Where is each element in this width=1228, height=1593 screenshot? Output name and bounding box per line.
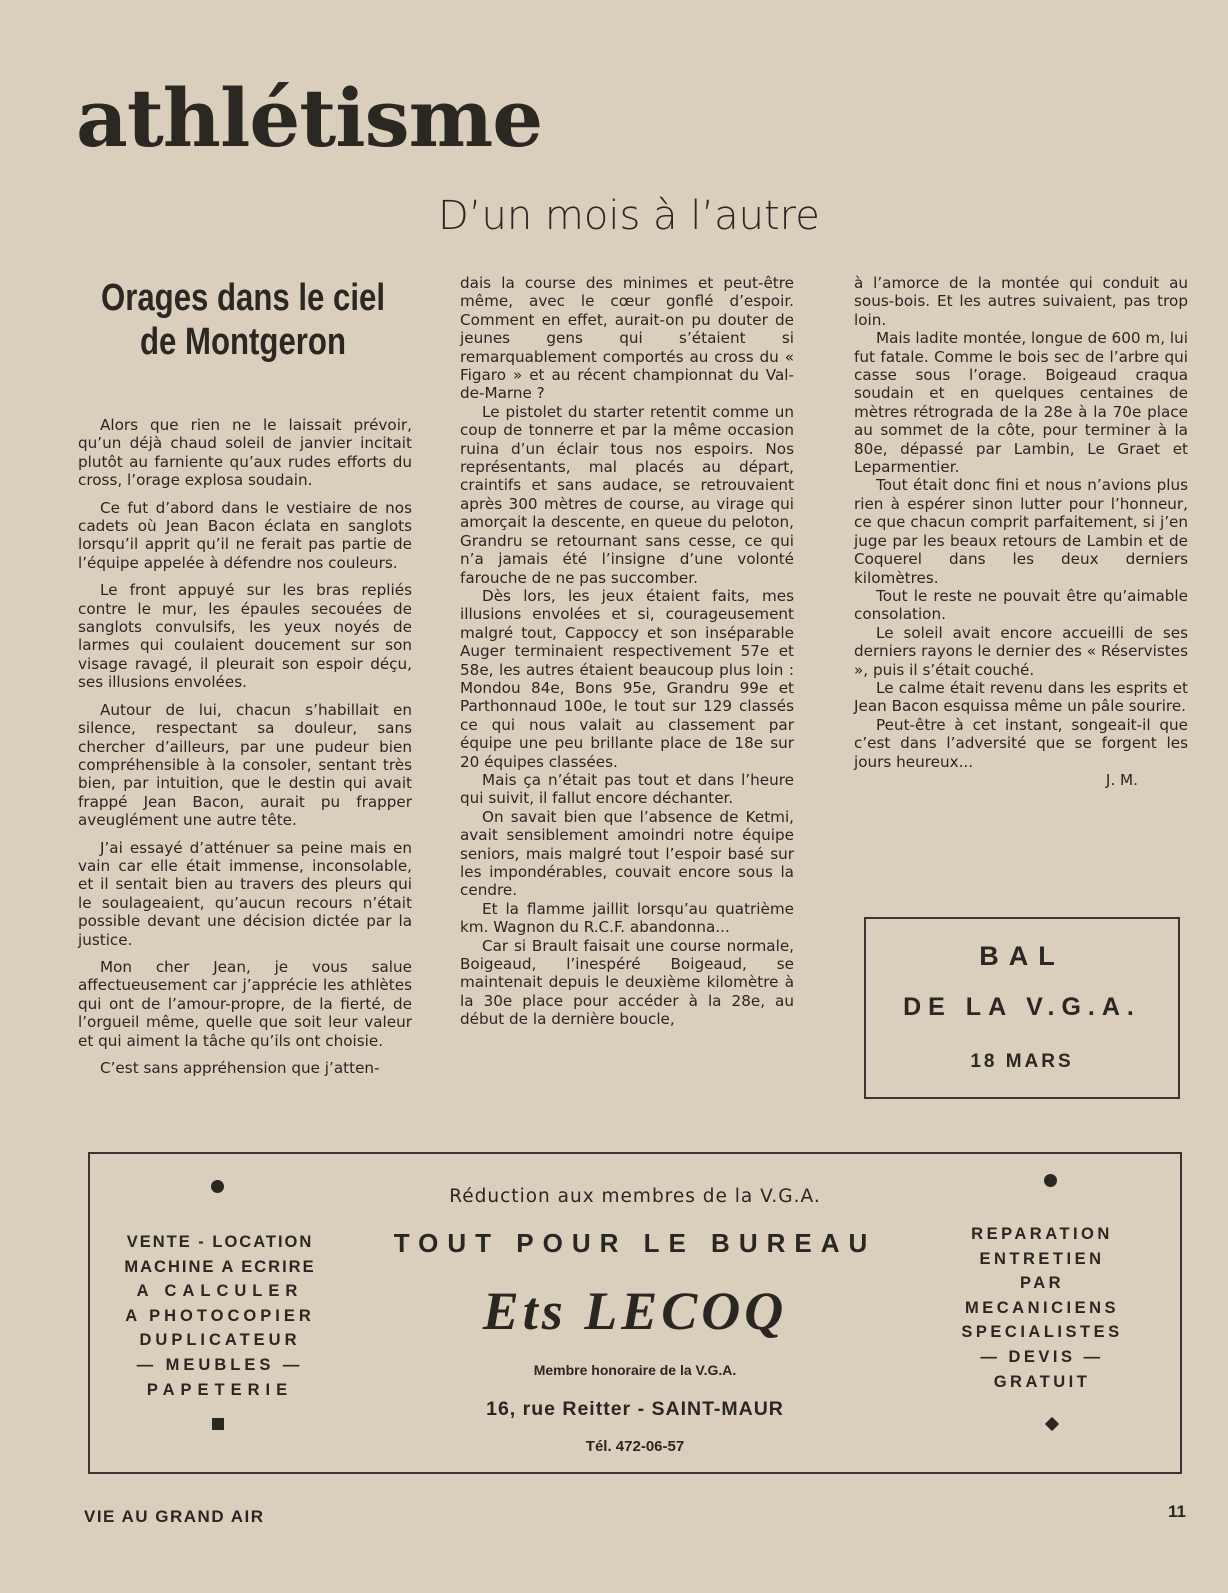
ad-left-line: MACHINE A ECRIRE [124, 1257, 316, 1276]
paragraph: Autour de lui, chacun s’habillait en silence, respectant sa douleur, sans chercher d’ailleurs, par une pudeur bien compréhensible à la consoler, sentant très bien, par intuition, que le destin qui avait frappé Jean Bacon, aurait pu frapper aveuglément une autre tête. [78, 700, 412, 830]
ad-right-line: REPARATION [971, 1225, 1113, 1243]
ad-left-services [100, 1230, 340, 1402]
paragraph: On savait bien que l’absence de Ketmi, avait sensiblement amoindri notre équipe seniors, mais malgré tout l’espoir basé sur les impondérables, couvait encore sous la cendre. [460, 807, 794, 900]
ad-right-line: MECANICIENS [964, 1298, 1119, 1317]
article-headline [100, 276, 387, 364]
article-column-1 [78, 416, 412, 1086]
paragraph: Le soleil avait encore accueilli de ses derniers rayons le dernier des « Réservistes », puis il s’était couché. [854, 623, 1188, 679]
ad-right-line: ENTRETIEN [979, 1249, 1105, 1268]
ad-left-line: A PHOTOCOPIER [125, 1306, 315, 1325]
paragraph: J’ai essayé d’atténuer sa peine mais en vain car elle était immense, inconsolable, et il sentait bien au travers des pleurs qui le soulageaient, qu’aucun recours n’était possible devant une décision dictée par la justice. [78, 838, 412, 949]
paragraph: Mon cher Jean, je vous salue affectueusement car j’apprécie les athlètes qui ont de l’amour-propre, de la fierté, de l’orgueil même, quelle que soit leur valeur et qui aiment la tâche qu’ils ont choisie. [78, 957, 412, 1050]
magazine-name: VIE AU GRAND AIR [84, 1507, 265, 1526]
bal-title: BAL [979, 941, 1065, 971]
advertisement-box [88, 1152, 1182, 1474]
ad-brand: Ets LECOQ [482, 1281, 788, 1341]
ad-left-line: PAPETERIE [146, 1380, 294, 1399]
paragraph: Et la flamme jaillit lorsqu’au quatrième km. Wagnon du R.C.F. abandonna... [460, 899, 794, 937]
ad-headline: TOUT POUR LE BUREAU [393, 1228, 877, 1258]
article-subtitle: D’un mois à l’autre [438, 193, 820, 239]
paragraph: Tout le reste ne pouvait être qu’aimable consolation. [854, 586, 1188, 624]
paragraph: Tout était donc fini et nous n’avions plus rien à espérer sinon lutter pour l’honneur, ce que chacun comprit parfaitement, si j’en juge par les beaux retours de Lambin et de Coquerel dans les deux derniers kilomètres. [854, 476, 1188, 587]
headline-line-2: de Montgeron [140, 321, 346, 363]
bal-date: 18 MARS [970, 1051, 1074, 1072]
article-column-2 [460, 274, 794, 1029]
paragraph: Le front appuyé sur les bras repliés contre le mur, les épaules secouées de sanglots convulsifs, les yeux noyés de larmes qui coulaient doucement sur son visage ravagé, il pleurait son espoir déçu, ses illusions envolées. [78, 581, 412, 692]
ad-left-line: A CALCULER [136, 1282, 304, 1301]
bullet-circle-icon [1044, 1174, 1057, 1187]
ad-member: Membre honoraire de la V.G.A. [533, 1362, 737, 1378]
paragraph: Le pistolet du starter retentit comme un coup de tonnerre et par la même occasion ruina d’un éclair tous nos espoirs. Nos représentants, mal placés au départ, craintifs et sans audace, se retrouvaient après 300 mètres de course, au virage qui amorçait la descente, en queue du peloton, Grandru se retournant sans cesse, ce qui n’a jamais été l’insigne d’une volonté farouche de ne pas succomber. [460, 402, 794, 587]
page-number: 11 [1168, 1502, 1186, 1521]
ad-left-line: DUPLICATEUR [139, 1331, 301, 1350]
bullet-circle-icon [211, 1180, 224, 1193]
ad-right-line: PAR [1019, 1274, 1065, 1293]
ad-left-line: — MEUBLES — [136, 1355, 304, 1374]
article-column-3 [854, 274, 1188, 798]
bal-announcement-box [864, 917, 1180, 1099]
section-title: athlétisme [76, 71, 543, 165]
paragraph: Dès lors, les jeux étaient faits, mes illusions envolées et si, courageusement malgré tout, Cappoccy et son inséparable Auger terminaient respectivement 57e et 58e, les autres étaient beaucoup plus loin : Mondou 84e, Bons 95e, Grandru 99e et Parthonnaud 100e, le tout sur 129 classés ce qui nous valait au classement par équipe une peu brillante place de 18e sur 20 équipes classées. [460, 586, 794, 771]
paragraph: à l’amorce de la montée qui conduit au sous-bois. Et les autres suivaient, pas trop loin. [854, 274, 1188, 329]
ad-left-line: VENTE - LOCATION [126, 1233, 314, 1251]
headline-line-1: Orages dans le ciel [100, 277, 386, 319]
paragraph: Car si Brault faisait une course normale, Boigeaud, l’inespéré Boigeaud, se maintenait depuis le deuxième kilomètre à la 30e place pour accéder à la 28e, au début de la dernière boucle, [460, 936, 794, 1029]
paragraph: Ce fut d’abord dans le vestiaire de nos cadets où Jean Bacon éclata en sanglots lorsqu’il apprit qu’il ne ferait pas partie de l’équipe appelée à défendre nos couleurs. [78, 498, 412, 572]
ad-address: 16, rue Reitter - SAINT-MAUR [486, 1398, 784, 1420]
bullet-diamond-icon [1045, 1417, 1059, 1431]
paragraph: Peut-être à cet instant, songeait-il que c’est dans l’adversité que se forgent les jours heureux... [854, 715, 1188, 771]
ad-right-services [922, 1222, 1162, 1394]
paragraph: Mais ça n’était pas tout et dans l’heure qui suivit, il fallut encore déchanter. [460, 770, 794, 808]
paragraph: Le calme était revenu dans les esprits et Jean Bacon esquissa même un pâle sourire. [854, 678, 1188, 716]
paragraph: dais la course des minimes et peut-être même, avec le cœur gonflé d’espoir. Comment en effet, aurait-on pu douter de jeunes gens qui s’étaient si remarquablement comportés au cross du « Figaro » et au récent championnat du Val-de-Marne ? [460, 274, 794, 403]
ad-right-line: SPECIALISTES [961, 1323, 1123, 1342]
ad-right-line: — DEVIS — [980, 1347, 1104, 1366]
ad-telephone: Tél. 472-06-57 [585, 1438, 685, 1455]
article-signature: J. M. [1105, 770, 1138, 789]
bullet-square-icon [212, 1418, 224, 1430]
paragraph: C’est sans appréhension que j’atten- [100, 1059, 380, 1077]
bal-organizer: DE LA V.G.A. [903, 993, 1141, 1021]
paragraph: Alors que rien ne le laissait prévoir, qu’un déjà chaud soleil de janvier incitait plutôt au farniente qu’aux rudes efforts du cross, l’orage explosa soudain. [78, 416, 412, 490]
ad-reduction: Réduction aux membres de la V.G.A. [449, 1186, 821, 1207]
ad-right-line: GRATUIT [993, 1372, 1091, 1391]
paragraph: Mais ladite montée, longue de 600 m, lui fut fatale. Comme le bois sec de l’arbre qui casse sous l’orage. Boigeaud craqua soudain et en quelques centaines de mètres rétrograda de la 28e à la 70e place au sommet de la côte, pour terminer à la 80e, dépassé par Lambin, Le Graet et Leparmentier. [854, 329, 1188, 477]
